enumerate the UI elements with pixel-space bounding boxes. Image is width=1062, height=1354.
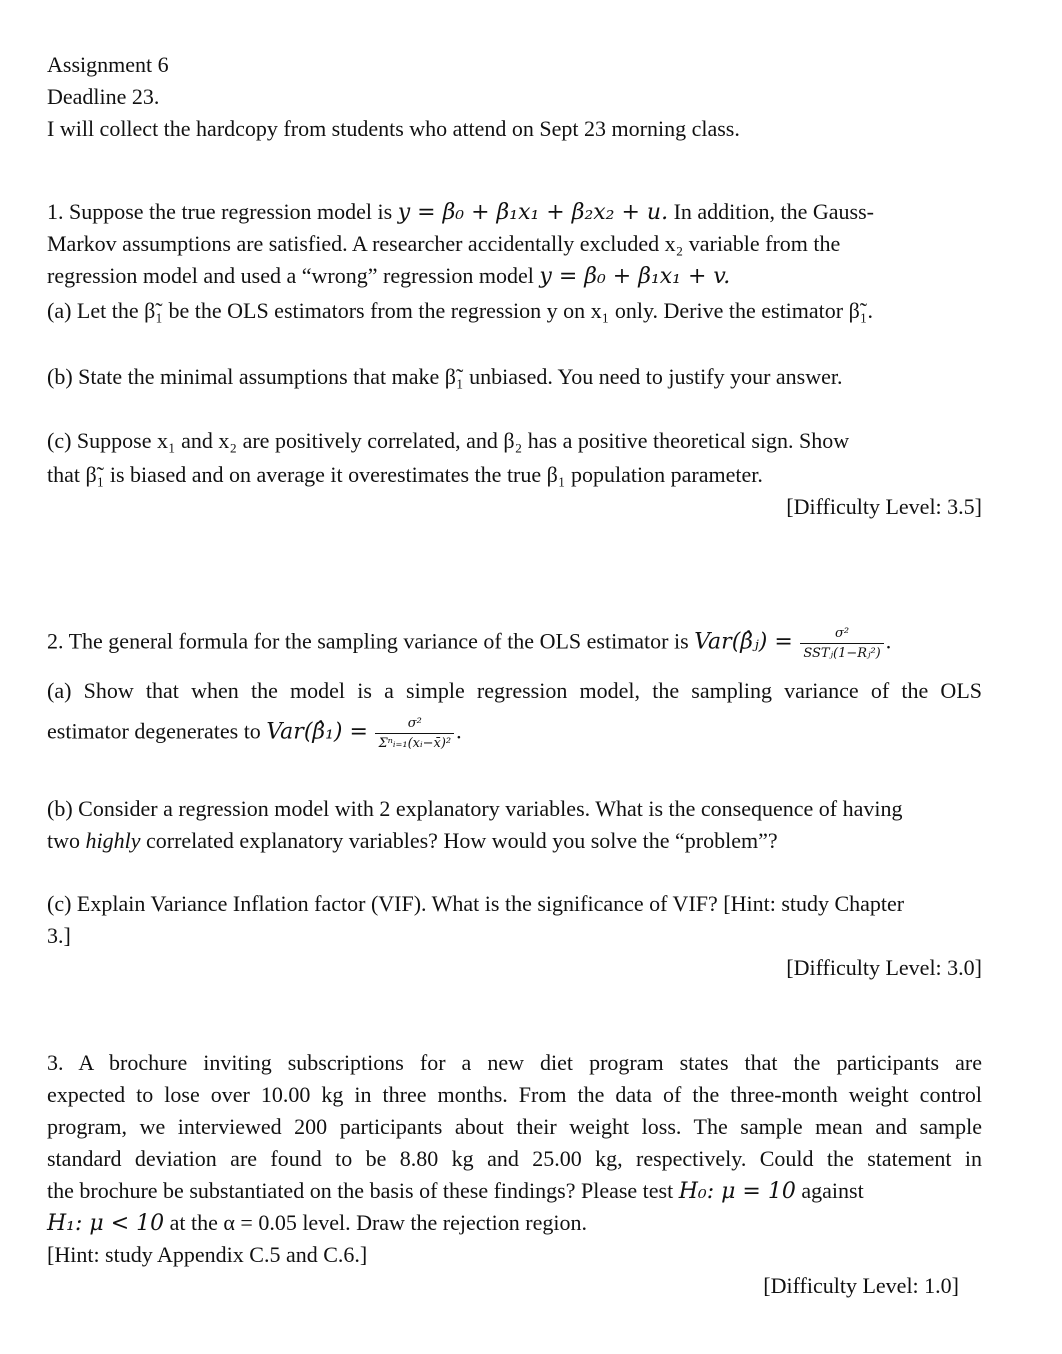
q2-part-a-line-1: (a) Show that when the model is a simple regression model, the sampling variance of the OLS [47,678,982,703]
q2-simple-variance-fraction [375,716,454,751]
q1-part-c-line-1: (c) Suppose x₁ and x₂ are positively correlated, and β₂ has a positive theoretical sign. Show [47,428,850,453]
q2-variance-denominator: SSTⱼ(1−Rⱼ²) [803,646,881,661]
q3-null-hypothesis: H₀: μ = 10 [678,1179,796,1204]
q2-variance-numerator: σ² [800,626,883,644]
deadline-text: Deadline 23. [47,84,160,109]
q3-hint: [Hint: study Appendix C.5 and C.6.] [47,1242,368,1267]
q3-line-5 [47,1176,864,1207]
q3-test-text: the brochure be substantiated on the basis of these findings? Please test [47,1178,674,1203]
q1-line-2: Markov assumptions are satisfied. A researcher accidentally excluded x₂ variable from the [47,231,841,256]
q1-intro-text: 1. Suppose the true regression model is [47,199,393,224]
q2-difficulty: [Difficulty Level: 3.0] [786,955,982,980]
q2-part-c-line-1: (c) Explain Variance Inflation factor (VIF). What is the significance of VIF? [Hint: study Chapter [47,891,905,916]
q3-alternative-hypothesis: H₁: μ < 10 [47,1211,165,1236]
q2-part-b-emphasis: highly [85,828,141,853]
q1-difficulty: [Difficulty Level: 3.5] [786,494,982,519]
q2-part-b-text-end: correlated explanatory variables? How would you solve the “problem”? [146,828,778,853]
q1-part-c-line-2: that β̃₁ is biased and on average it overestimates the true β₁ population parameter. [47,462,763,487]
q2-part-a-text: estimator degenerates to [47,718,261,744]
q3-significance-text: at the α = 0.05 level. Draw the rejection region. [169,1210,587,1235]
q1-true-model-equation: y = β₀ + β₁x₁ + β₂x₂ + u. [397,200,669,225]
q2-intro-line: 2. The general formula for the sampling variance of the OLS estimator is Var(β̂ⱼ) = $\frac{\text{σ²}}{\text{SSTⱼ(1−Rⱼ²)}}$ . [47,626,892,661]
q3-line-6 [47,1208,587,1239]
q1-line-3 [47,261,730,292]
q1-intro-continued: In addition, the Gauss- [673,199,874,224]
q2-part-b-line-2 [47,826,778,856]
q1-wrong-model-text: regression model and used a “wrong” regression model [47,263,534,288]
q3-against-text: against [801,1178,864,1203]
q2-variance-lhs: Var(β̂ⱼ) = [694,629,793,655]
collection-note: I will collect the hardcopy from students who attend on Sept 23 morning class. [47,116,740,141]
q3-line-3: program, we interviewed 200 participants about their weight loss. The sample mean and sample [47,1114,982,1139]
q1-wrong-model-equation: y = β₀ + β₁x₁ + v. [539,264,731,289]
q3-line-1: 3. A brochure inviting subscriptions for a new diet program states that the participants are [47,1050,982,1075]
q3-line-4: standard deviation are found to be 8.80 kg and 25.00 kg, respectively. Could the statement in [47,1146,982,1171]
q3-line-2: expected to lose over 10.00 kg in three months. From the data of the three-month weight control [47,1082,982,1107]
q2-part-a-line-2: estimator degenerates to Var(β̂₁) = $\frac{\text{σ²}}{\text{Σⁿᵢ₌₁(xᵢ−x̄)²}}$ . [47,716,462,751]
q2-intro-text: 2. The general formula for the sampling variance of the OLS estimator is [47,628,689,654]
q3-difficulty: [Difficulty Level: 1.0] [763,1273,959,1298]
q2-simple-variance-denominator: Σⁿᵢ₌₁(xᵢ−x̄)² [378,736,452,751]
q2-simple-variance-lhs: Var(β̂₁) = [266,719,368,745]
q1-part-b: (b) State the minimal assumptions that make β̃₁ unbiased. You need to justify your answer. [47,364,843,389]
q2-part-b-line-1: (b) Consider a regression model with 2 explanatory variables. What is the consequence of having [47,796,903,821]
q2-part-c-line-2: 3.] [47,923,71,948]
q2-simple-variance-numerator: σ² [375,716,454,734]
q1-line-1 [47,197,874,228]
q2-part-b-text-start: two [47,828,80,853]
q2-variance-fraction [800,626,883,661]
q1-part-a: (a) Let the β̃₁ be the OLS estimators from the regression y on x₁ only. Derive the estimator β̃₁. [47,298,873,323]
assignment-title: Assignment 6 [47,52,169,77]
